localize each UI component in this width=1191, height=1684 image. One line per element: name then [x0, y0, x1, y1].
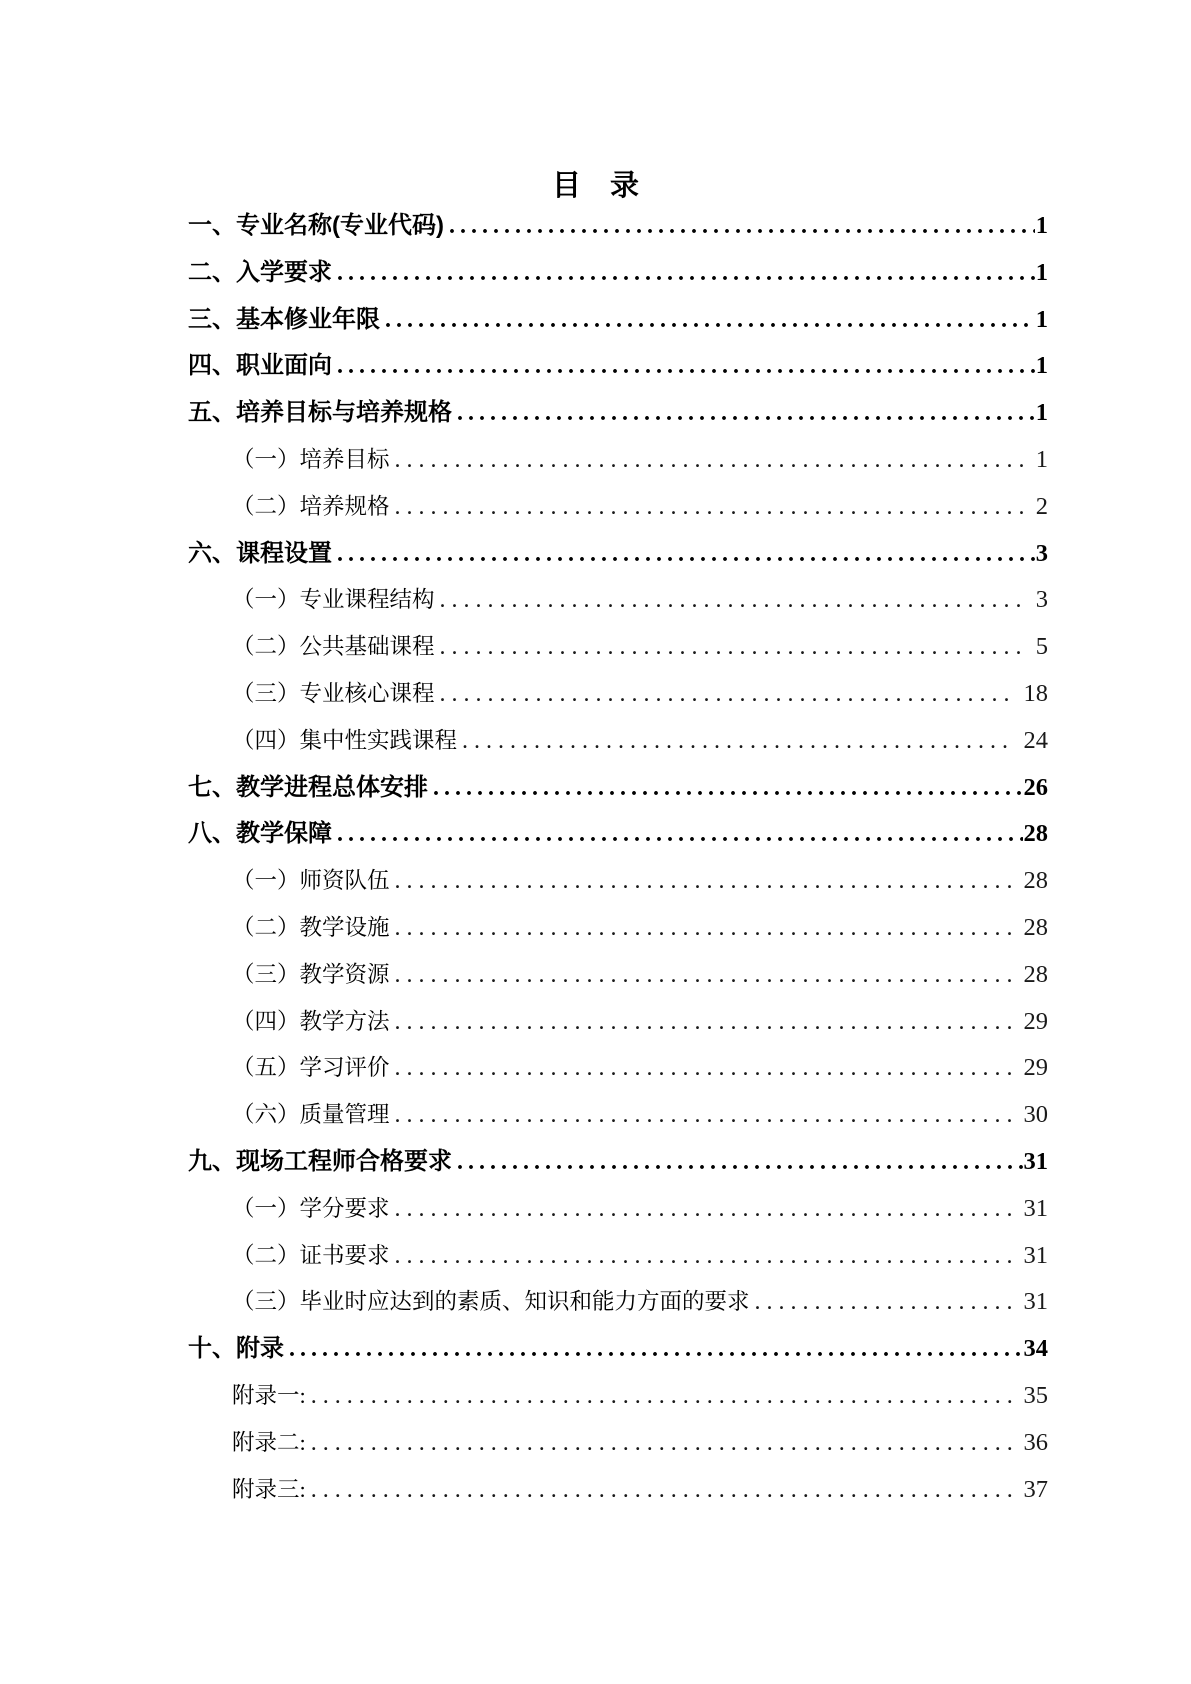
toc-entry-label: 四、职业面向: [188, 352, 332, 380]
toc-entry-page: 1: [1035, 445, 1048, 473]
toc-entry-page: 31: [1023, 1147, 1048, 1175]
toc-entry-label: （一）培养目标: [232, 446, 390, 472]
toc-list: [188, 203, 1048, 1513]
toc-dot-leader: [462, 718, 1014, 765]
toc-entry-page: 26: [1023, 773, 1048, 801]
toc-entry[interactable]: [188, 905, 1048, 952]
toc-entry-page: 24: [1023, 726, 1048, 754]
toc-entry-label: 八、教学保障: [188, 820, 332, 848]
toc-entry[interactable]: [188, 718, 1048, 765]
toc-dot-leader: [395, 437, 1027, 484]
toc-dot-leader: [395, 1186, 1015, 1233]
toc-dot-leader: [440, 577, 1027, 624]
toc-entry-page: 35: [1023, 1381, 1048, 1409]
toc-entry-label: 十、附录: [188, 1335, 284, 1363]
toc-entry-page: 29: [1023, 1007, 1048, 1035]
toc-entry-label: （二）公共基础课程: [232, 634, 435, 660]
toc-dot-leader: [311, 1467, 1015, 1514]
toc-entry-label: 三、基本修业年限: [188, 305, 380, 333]
toc-entry[interactable]: [188, 1467, 1048, 1514]
toc-entry-page: 31: [1023, 1288, 1048, 1316]
toc-dot-leader: [395, 999, 1015, 1046]
toc-entry-label: 附录一:: [232, 1382, 306, 1408]
toc-entry-page: 1: [1035, 399, 1048, 427]
toc-entry-label: 附录二:: [232, 1429, 306, 1455]
toc-entry-label: （三）教学资源: [232, 961, 390, 987]
toc-entry-page: 1: [1035, 258, 1048, 286]
toc-dot-leader: [440, 624, 1027, 671]
toc-entry-label: 五、培养目标与培养规格: [188, 399, 452, 427]
toc-entry[interactable]: [188, 624, 1048, 671]
toc-entry[interactable]: [188, 250, 1048, 297]
toc-entry-label: 七、教学进程总体安排: [188, 773, 428, 801]
toc-entry[interactable]: [188, 1420, 1048, 1467]
toc-entry-page: 18: [1023, 679, 1048, 707]
toc-dot-leader: [395, 858, 1015, 905]
toc-entry-page: 28: [1023, 960, 1048, 988]
toc-entry-page: 34: [1023, 1335, 1048, 1363]
toc-dot-leader: [337, 250, 1035, 297]
toc-dot-leader: [395, 952, 1015, 999]
toc-entry-page: 2: [1035, 492, 1048, 520]
toc-entry-label: （四）教学方法: [232, 1008, 390, 1034]
toc-entry-page: 1: [1035, 352, 1048, 380]
toc-entry-label: （二）培养规格: [232, 493, 390, 519]
toc-entry[interactable]: [188, 999, 1048, 1046]
toc-entry[interactable]: [188, 1279, 1048, 1326]
toc-entry-label: 九、现场工程师合格要求: [188, 1147, 452, 1175]
toc-dot-leader: [755, 1279, 1015, 1326]
toc-dot-leader: [311, 1373, 1015, 1420]
toc-entry[interactable]: [188, 1139, 1048, 1186]
toc-dot-leader: [457, 1139, 1023, 1186]
toc-entry-label: （一）师资队伍: [232, 868, 390, 894]
toc-entry-page: 1: [1035, 305, 1048, 333]
toc-entry[interactable]: [188, 1045, 1048, 1092]
toc-entry[interactable]: [188, 203, 1048, 250]
toc-entry-page: 5: [1035, 633, 1048, 661]
toc-dot-leader: [337, 531, 1035, 578]
toc-entry[interactable]: [188, 811, 1048, 858]
toc-entry-label: 六、课程设置: [188, 539, 332, 567]
toc-entry-label: （六）质量管理: [232, 1102, 390, 1128]
toc-dot-leader: [395, 905, 1015, 952]
toc-entry-label: （一）学分要求: [232, 1195, 390, 1221]
toc-entry-label: （五）学习评价: [232, 1055, 390, 1081]
toc-entry-label: 一、专业名称(专业代码): [188, 212, 444, 239]
toc-dot-leader: [433, 765, 1023, 812]
toc-entry[interactable]: [188, 484, 1048, 531]
toc-dot-leader: [337, 811, 1023, 858]
toc-dot-leader: [457, 390, 1035, 437]
toc-dot-leader: [440, 671, 1015, 718]
toc-dot-leader: [395, 1233, 1015, 1280]
toc-dot-leader: [337, 343, 1035, 390]
toc-entry-page: 31: [1023, 1241, 1048, 1269]
toc-entry[interactable]: [188, 531, 1048, 578]
toc-entry-label: （四）集中性实践课程: [232, 727, 458, 753]
toc-entry[interactable]: [188, 437, 1048, 484]
toc-dot-leader: [395, 1045, 1015, 1092]
toc-entry-page: 29: [1023, 1054, 1048, 1082]
toc-dot-leader: [449, 203, 1035, 250]
toc-entry-page: 28: [1023, 913, 1048, 941]
toc-entry-label: 二、入学要求: [188, 258, 332, 286]
toc-entry-label: （三）专业核心课程: [232, 680, 435, 706]
toc-entry-page: 37: [1023, 1475, 1048, 1503]
toc-dot-leader: [289, 1326, 1023, 1373]
toc-entry-page: 28: [1023, 867, 1048, 895]
toc-entry[interactable]: [188, 343, 1048, 390]
toc-entry[interactable]: [188, 765, 1048, 812]
toc-entry[interactable]: [188, 858, 1048, 905]
toc-entry[interactable]: [188, 390, 1048, 437]
toc-entry-page: 3: [1035, 539, 1048, 567]
toc-entry[interactable]: [188, 577, 1048, 624]
toc-entry-page: 28: [1023, 820, 1048, 848]
toc-entry-page: 36: [1023, 1428, 1048, 1456]
toc-dot-leader: [395, 484, 1027, 531]
toc-entry[interactable]: [188, 1326, 1048, 1373]
toc-entry-label: （一）专业课程结构: [232, 587, 435, 613]
toc-entry-page: 1: [1035, 212, 1048, 239]
toc-entry[interactable]: [188, 1092, 1048, 1139]
toc-entry[interactable]: [188, 297, 1048, 344]
toc-dot-leader: [311, 1420, 1015, 1467]
toc-entry-page: 30: [1023, 1101, 1048, 1129]
toc-entry-label: （二）教学设施: [232, 914, 390, 940]
toc-entry-label: （三）毕业时应达到的素质、知识和能力方面的要求: [232, 1289, 750, 1315]
toc-entry[interactable]: [188, 952, 1048, 999]
toc-dot-leader: [385, 297, 1035, 344]
page-title: 目 录: [551, 170, 639, 202]
toc-dot-leader: [395, 1092, 1015, 1139]
toc-entry[interactable]: [188, 671, 1048, 718]
toc-entry-label: 附录三:: [232, 1476, 306, 1502]
toc-entry-page: 31: [1023, 1194, 1048, 1222]
toc-entry[interactable]: [188, 1186, 1048, 1233]
toc-entry[interactable]: [188, 1233, 1048, 1280]
toc-entry-label: （二）证书要求: [232, 1242, 390, 1268]
toc-entry-page: 3: [1035, 586, 1048, 614]
toc-entry[interactable]: [188, 1373, 1048, 1420]
